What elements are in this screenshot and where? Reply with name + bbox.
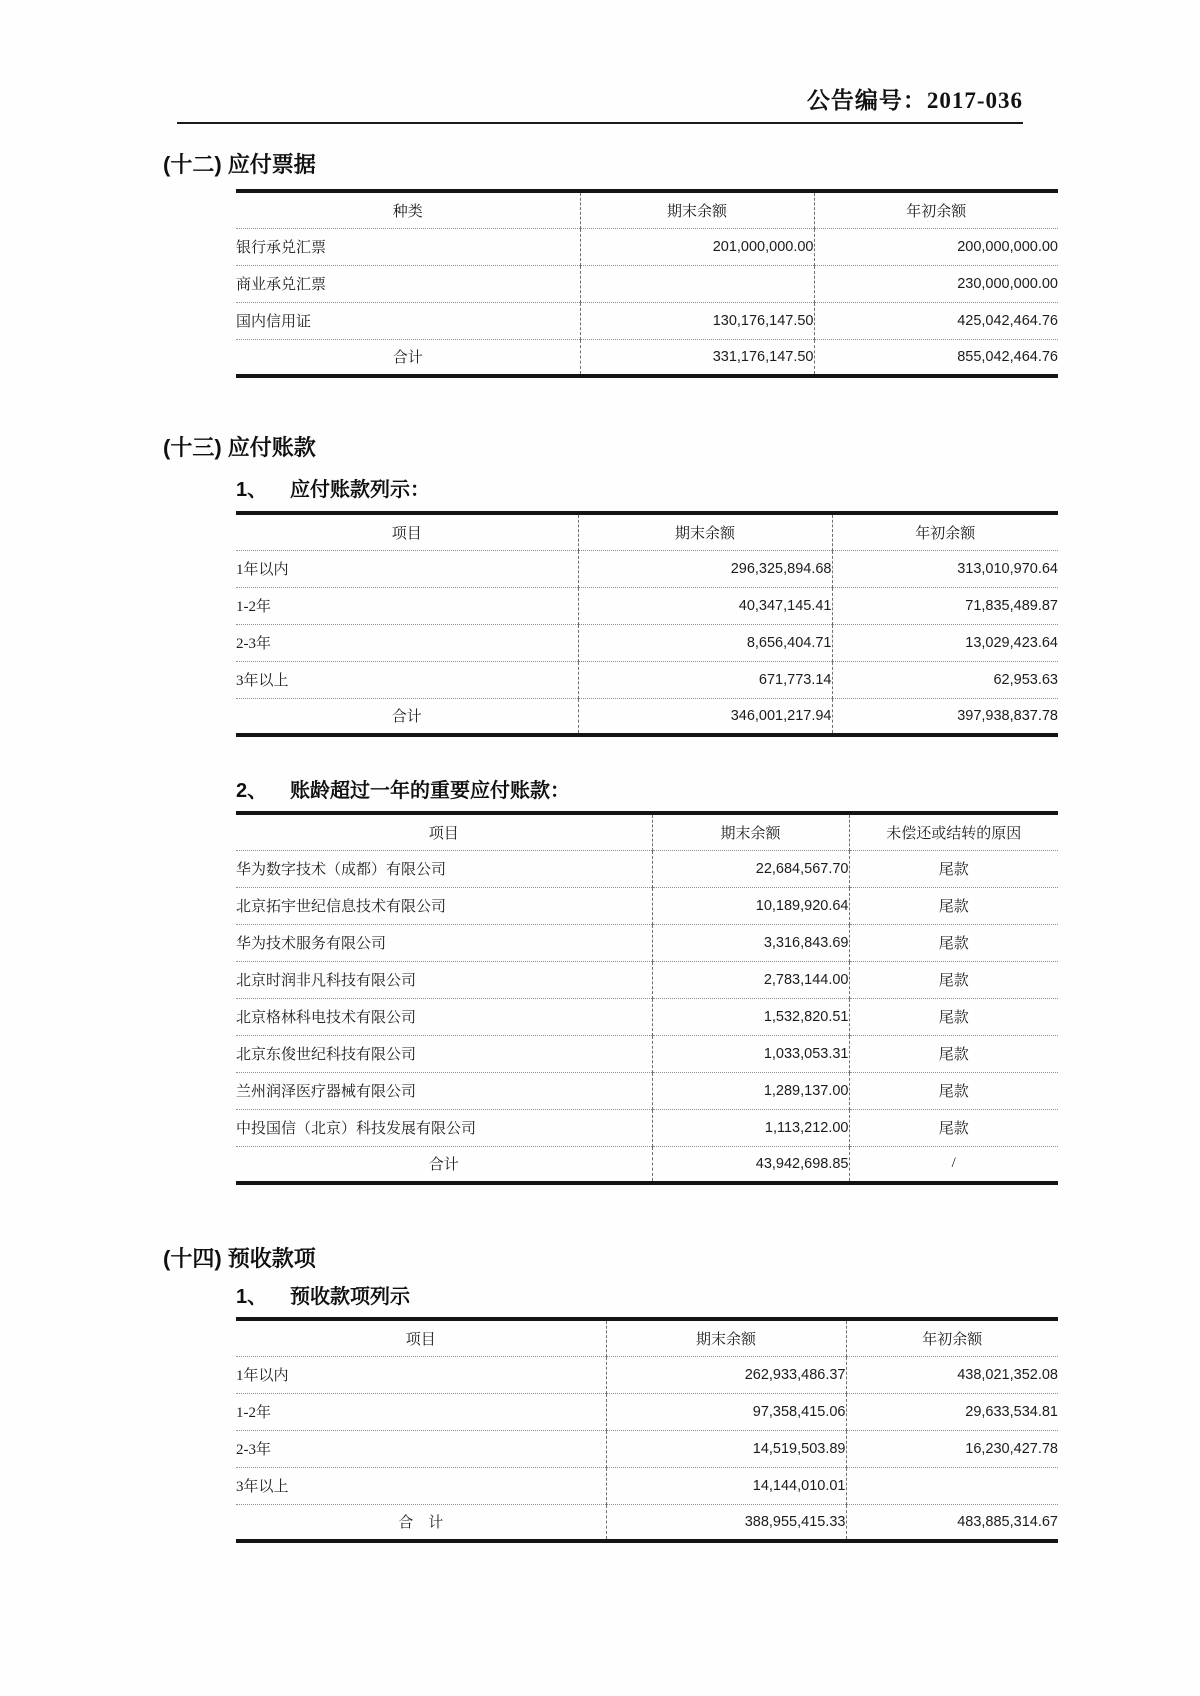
table-row [236, 265, 1058, 302]
table-row [236, 961, 1058, 998]
reason-cell: 尾款 [849, 1072, 1058, 1109]
col-header-item: 项目 [236, 813, 652, 850]
subsection-13-2-title [236, 779, 1200, 804]
total-label-cell: 合计 [236, 339, 580, 376]
notes-payable-table [236, 189, 1058, 378]
ending-balance-cell: 10,189,920.64 [652, 887, 849, 924]
ending-balance-cell: 130,176,147.50 [580, 302, 814, 339]
item-cell: 1-2年 [236, 587, 578, 624]
col-header-ending-balance: 期末余额 [578, 513, 832, 550]
table-row [236, 1035, 1058, 1072]
beginning-balance-cell: 230,000,000.00 [814, 265, 1058, 302]
total-row [236, 339, 1058, 376]
col-header-beginning-balance: 年初余额 [814, 191, 1058, 228]
subsection-label: 账龄超过一年的重要应付账款： [290, 780, 570, 802]
page-header [177, 82, 1023, 124]
item-cell: 1年以内 [236, 1356, 606, 1393]
company-cell: 北京拓宇世纪信息技术有限公司 [236, 887, 652, 924]
ending-balance-cell: 671,773.14 [578, 661, 832, 698]
section-13-title: (十三) 应付账款 [163, 435, 316, 460]
ending-balance-cell: 43,942,698.85 [652, 1146, 849, 1183]
ending-balance-cell: 1,033,053.31 [652, 1035, 849, 1072]
reason-cell: 尾款 [849, 998, 1058, 1035]
table-header-row [236, 191, 1058, 228]
company-cell: 北京格林科电技术有限公司 [236, 998, 652, 1035]
company-cell: 华为技术服务有限公司 [236, 924, 652, 961]
reason-cell: 尾款 [849, 887, 1058, 924]
company-cell: 华为数字技术（成都）有限公司 [236, 850, 652, 887]
important-accounts-payable-table [236, 811, 1058, 1185]
table-row [236, 1393, 1058, 1430]
item-cell: 2-3年 [236, 1430, 606, 1467]
col-header-item: 项目 [236, 513, 578, 550]
company-cell: 兰州润泽医疗器械有限公司 [236, 1072, 652, 1109]
ending-balance-cell: 2,783,144.00 [652, 961, 849, 998]
ending-balance-cell: 296,325,894.68 [578, 550, 832, 587]
table-row [236, 587, 1058, 624]
table-row [236, 1430, 1058, 1467]
ending-balance-cell: 388,955,415.33 [606, 1504, 846, 1541]
beginning-balance-cell: 855,042,464.76 [957, 348, 1058, 365]
reason-cell: 尾款 [849, 850, 1058, 887]
ending-balance-cell: 22,684,567.70 [652, 850, 849, 887]
table-row [236, 998, 1058, 1035]
reason-cell: 尾款 [849, 924, 1058, 961]
accounts-payable-aging-table [236, 511, 1058, 737]
col-header-beginning-balance: 年初余额 [832, 513, 1058, 550]
table-row [236, 850, 1058, 887]
total-label-cell: 合计 [236, 1146, 652, 1183]
col-header-item: 项目 [236, 1319, 606, 1356]
table-header-row [236, 513, 1058, 550]
table-header-row [236, 1319, 1058, 1356]
table-row [236, 1356, 1058, 1393]
item-cell: 2-3年 [236, 624, 578, 661]
table-header-row [236, 813, 1058, 850]
col-header-item: 种类 [236, 191, 580, 228]
item-cell: 1年以内 [236, 550, 578, 587]
ending-balance-cell: 3,316,843.69 [652, 924, 849, 961]
beginning-balance-cell: 483,885,314.67 [957, 1513, 1058, 1530]
total-label-cell: 合 计 [236, 1504, 606, 1541]
subsection-label: 预收款项列示 [290, 1286, 410, 1308]
col-header-reason: 未偿还或结转的原因 [849, 813, 1058, 850]
item-cell: 国内信用证 [236, 302, 580, 339]
ending-balance-cell: 97,358,415.06 [606, 1393, 846, 1430]
subsection-number: 2、 [236, 780, 268, 802]
item-cell: 商业承兑汇票 [236, 265, 580, 302]
beginning-balance-cell: 425,042,464.76 [814, 302, 1058, 339]
ending-balance-cell: 1,113,212.00 [652, 1109, 849, 1146]
ending-balance-cell: 201,000,000.00 [580, 228, 814, 265]
item-cell: 1-2年 [236, 1393, 606, 1430]
ending-balance-cell: 1,289,137.00 [652, 1072, 849, 1109]
subsection-label: 应付账款列示： [290, 479, 430, 501]
subsection-13-1-title [236, 478, 1200, 503]
beginning-balance-cell: 313,010,970.64 [832, 550, 1058, 587]
company-cell: 中投国信（北京）科技发展有限公司 [236, 1109, 652, 1146]
ending-balance-cell: 8,656,404.71 [578, 624, 832, 661]
item-cell: 银行承兑汇票 [236, 228, 580, 265]
beginning-balance-cell: 13,029,423.64 [832, 624, 1058, 661]
reason-cell: / [951, 1155, 956, 1172]
table-row [236, 887, 1058, 924]
total-label-cell: 合计 [236, 698, 578, 735]
table-row [236, 1109, 1058, 1146]
advances-received-table [236, 1317, 1058, 1543]
subsection-number: 1、 [236, 479, 268, 501]
subsection-14-1-title [236, 1285, 1200, 1310]
table-row [236, 624, 1058, 661]
item-cell: 3年以上 [236, 1467, 606, 1504]
section-12-title: (十二) 应付票据 [163, 152, 316, 177]
section-14-title: (十四) 预收款项 [163, 1246, 316, 1271]
beginning-balance-cell: 16,230,427.78 [846, 1430, 1058, 1467]
table-row [236, 302, 1058, 339]
reason-cell: 尾款 [849, 961, 1058, 998]
col-header-ending-balance: 期末余额 [606, 1319, 846, 1356]
ending-balance-cell: 346,001,217.94 [578, 698, 832, 735]
table-row [236, 1467, 1058, 1504]
item-cell: 3年以上 [236, 661, 578, 698]
company-cell: 北京东俊世纪科技有限公司 [236, 1035, 652, 1072]
ending-balance-cell: 40,347,145.41 [578, 587, 832, 624]
table-row [236, 924, 1058, 961]
ending-balance-cell: 262,933,486.37 [606, 1356, 846, 1393]
table-row [236, 228, 1058, 265]
beginning-balance-cell: 438,021,352.08 [846, 1356, 1058, 1393]
beginning-balance-cell: 29,633,534.81 [846, 1393, 1058, 1430]
reason-cell: 尾款 [849, 1035, 1058, 1072]
table-row [236, 550, 1058, 587]
reason-cell: 尾款 [849, 1109, 1058, 1146]
total-row [236, 1504, 1058, 1541]
col-header-ending-balance: 期末余额 [652, 813, 849, 850]
ending-balance-cell: 1,532,820.51 [652, 998, 849, 1035]
col-header-ending-balance: 期末余额 [580, 191, 814, 228]
ending-balance-cell: 14,144,010.01 [606, 1467, 846, 1504]
beginning-balance-cell: 397,938,837.78 [957, 707, 1058, 724]
total-row [236, 1146, 1058, 1183]
ending-balance-cell: 331,176,147.50 [580, 339, 814, 376]
beginning-balance-cell: 62,953.63 [832, 661, 1058, 698]
total-row [236, 698, 1058, 735]
ending-balance-cell: 14,519,503.89 [606, 1430, 846, 1467]
table-row [236, 661, 1058, 698]
beginning-balance-cell: 200,000,000.00 [814, 228, 1058, 265]
ending-balance-cell [580, 265, 814, 302]
subsection-number: 1、 [236, 1286, 268, 1308]
col-header-beginning-balance: 年初余额 [846, 1319, 1058, 1356]
beginning-balance-cell: 71,835,489.87 [832, 587, 1058, 624]
announcement-number: 公告编号：2017-036 [806, 88, 1023, 113]
table-row [236, 1072, 1058, 1109]
beginning-balance-cell [846, 1467, 1058, 1504]
company-cell: 北京时润非凡科技有限公司 [236, 961, 652, 998]
